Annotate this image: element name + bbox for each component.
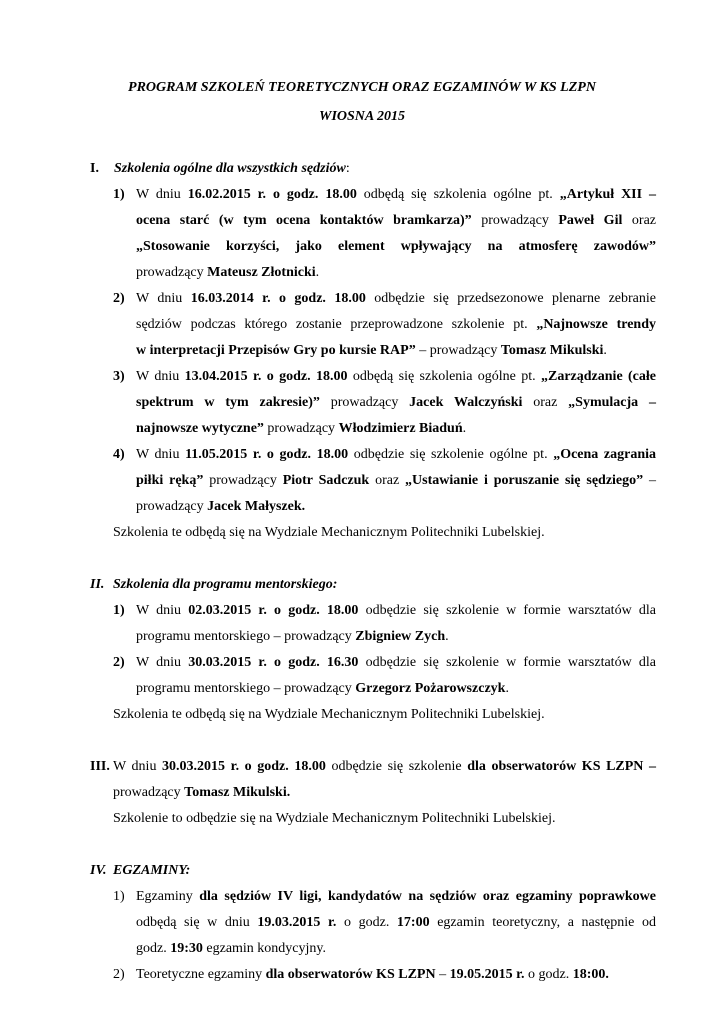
- text: odbędzie się przedsezonowe plenarne zebranie: [365, 291, 656, 306]
- s2-item-2-line-1: [136, 654, 656, 672]
- text: egzamin teoretyczny, a następnie od: [429, 915, 656, 930]
- s1-item-3-line-1: [136, 368, 656, 386]
- text: prowadzący: [319, 395, 410, 410]
- text: odbędą się w dniu: [136, 915, 258, 930]
- audience: dla sędziów IV ligi, kandydatów na sędziów oraz egzaminy poprawkowe: [199, 889, 656, 904]
- topic: „Stosowanie korzyści, jako element wpływający na atmosferę zawodów”: [136, 239, 656, 254]
- text: W dniu: [136, 369, 185, 384]
- text: –: [643, 473, 657, 488]
- section-3-number: III.: [90, 759, 110, 774]
- topic: ocena starć (w tym ocena kontaktów bramkarza)”: [136, 213, 472, 228]
- s1-item-2-line-1: [136, 290, 656, 308]
- section-2-number: II.: [90, 577, 105, 592]
- text: programu mentorskiego – prowadzący: [136, 681, 356, 696]
- text: odbędzie się szkolenie: [325, 759, 468, 774]
- lecturer: Mateusz Złotnicki: [207, 265, 316, 280]
- text: oraz: [622, 213, 656, 228]
- text: – prowadzący: [415, 343, 501, 358]
- lecturer: Grzegorz Pożarowszczyk: [355, 681, 506, 696]
- text: W dniu: [113, 759, 163, 774]
- topic: spektrum w tym zakresie)”: [136, 395, 320, 410]
- text: Teoretyczne egzaminy: [136, 967, 266, 982]
- s1-item-3-line-3: [136, 420, 466, 438]
- text: prowadzący: [136, 499, 208, 514]
- lecturer: Włodzimierz Biaduń: [338, 421, 463, 436]
- text: .: [505, 681, 509, 696]
- s3-location-note: Szkolenie to odbędzie się na Wydziale Mechanicznym Politechniki Lubelskiej.: [113, 811, 556, 826]
- section-1-heading-text: Szkolenia ogólne dla wszystkich sędziów: [114, 161, 346, 176]
- s1-item-3-line-2: [136, 394, 656, 412]
- s1-item-2-line-3: [136, 342, 607, 360]
- audience: dla obserwatorów KS LZPN: [265, 967, 436, 982]
- lecturer: Tomasz Mikulski.: [184, 785, 291, 800]
- text: sędziów podczas którego zostanie przeprowadzone szkolenie pt.: [136, 317, 537, 332]
- date-time: 30.03.2015 r. o godz. 18.00: [162, 759, 326, 774]
- text: prowadzący: [471, 213, 559, 228]
- date-time: 02.03.2015 r. o godz. 18.00: [188, 603, 359, 618]
- s1-item-1-line-2: [136, 212, 656, 230]
- s4-item-2-number: 2): [113, 967, 125, 982]
- text: odbędzie się szkolenie ogólne pt.: [348, 447, 554, 462]
- date-time: 16.03.2014 r. o godz. 18.00: [190, 291, 366, 306]
- text: odbędzie się szkolenie w formie warsztatów dla: [358, 655, 656, 670]
- text: W dniu: [136, 187, 188, 202]
- lecturer: Piotr Sadczuk: [282, 473, 370, 488]
- topic: „Ocena zagrania: [553, 447, 656, 462]
- text: .: [603, 343, 607, 358]
- s3-line-1: [113, 758, 656, 776]
- s1-item-4-line-2: [136, 472, 656, 490]
- section-2-heading: Szkolenia dla programu mentorskiego:: [113, 577, 338, 592]
- s2-item-2-number: 2): [113, 655, 125, 670]
- lecturer: Jacek Małyszek.: [207, 499, 306, 514]
- text: odbędzie się szkolenie w formie warsztatów dla: [358, 603, 656, 618]
- time: 19:30: [170, 941, 203, 956]
- topic: „Zarządzanie (całe: [541, 369, 656, 384]
- s1-item-4-line-1: [136, 446, 656, 464]
- text: oraz: [369, 473, 406, 488]
- text: egzamin kondycyjny.: [202, 941, 327, 956]
- s1-item-4-number: 4): [113, 447, 125, 462]
- text: o godz.: [336, 915, 397, 930]
- s2-item-1-line-2: [136, 628, 449, 646]
- text: .: [445, 629, 449, 644]
- lecturer: Tomasz Mikulski: [500, 343, 604, 358]
- audience: dla obserwatorów KS LZPN –: [467, 759, 657, 774]
- s4-item-1-number: 1): [113, 889, 125, 904]
- lecturer: Paweł Gil: [558, 213, 623, 228]
- text: o godz.: [524, 967, 573, 982]
- text: odbędą się szkolenia ogólne pt.: [347, 369, 541, 384]
- section-1-heading-colon: :: [345, 161, 350, 176]
- s1-item-2-number: 2): [113, 291, 125, 306]
- text: odbędą się szkolenia ogólne pt.: [356, 187, 560, 202]
- s3-line-2: [113, 784, 290, 802]
- section-4-number: IV.: [90, 863, 107, 878]
- lecturer: Jacek Walczyński: [409, 395, 523, 410]
- topic: „Artykuł XII –: [559, 187, 656, 202]
- s1-item-3-number: 3): [113, 369, 125, 384]
- text: oraz: [522, 395, 569, 410]
- s1-item-1-line-3: [136, 238, 656, 256]
- date: 19.03.2015 r.: [257, 915, 337, 930]
- text: godz.: [136, 941, 171, 956]
- s4-item-1-line-1: [136, 888, 656, 906]
- text: W dniu: [136, 655, 189, 670]
- s1-item-1-number: 1): [113, 187, 125, 202]
- s2-location-note: Szkolenia te odbędą się na Wydziale Mechanicznym Politechniki Lubelskiej.: [113, 707, 545, 722]
- section-4-heading: EGZAMINY:: [113, 863, 191, 878]
- text: prowadzący: [136, 265, 208, 280]
- text: W dniu: [136, 603, 189, 618]
- date-time: 11.05.2015 r. o godz. 18.00: [185, 447, 349, 462]
- s1-item-1-line-4: [136, 264, 319, 282]
- text: programu mentorskiego – prowadzący: [136, 629, 356, 644]
- text: Egzaminy: [136, 889, 200, 904]
- topic: „Symulacja –: [568, 395, 656, 410]
- s2-item-2-line-2: [136, 680, 509, 698]
- s1-item-1-line-1: [136, 186, 656, 204]
- section-1-number: I.: [90, 161, 99, 176]
- date-time: 16.02.2015 r. o godz. 18.00: [187, 187, 357, 202]
- text: .: [462, 421, 467, 436]
- s4-item-1-line-3: [136, 940, 326, 958]
- text: .: [315, 265, 320, 280]
- s2-item-1-line-1: [136, 602, 656, 620]
- document-subtitle: WIOSNA 2015: [319, 109, 405, 124]
- text: prowadzący: [203, 473, 283, 488]
- text: W dniu: [136, 447, 186, 462]
- s2-item-1-number: 1): [113, 603, 125, 618]
- s1-item-4-line-3: [136, 498, 305, 516]
- text: –: [435, 967, 450, 982]
- topic: piłki ręką”: [136, 473, 204, 488]
- s1-item-2-line-2: [136, 316, 656, 334]
- time: 17:00: [396, 915, 430, 930]
- topic: najnowsze wytyczne”: [136, 421, 264, 436]
- topic: „Najnowsze trendy: [536, 317, 656, 332]
- s1-location-note: Szkolenia te odbędą się na Wydziale Mechanicznym Politechniki Lubelskiej.: [113, 525, 545, 540]
- date-time: 30.03.2015 r. o godz. 16.30: [188, 655, 359, 670]
- s4-item-2-line-1: [136, 966, 609, 984]
- topic: „Ustawianie i poruszanie się sędziego”: [405, 473, 644, 488]
- section-1-heading: [114, 160, 350, 178]
- date-time: 13.04.2015 r. o godz. 18.00: [184, 369, 348, 384]
- document-title: PROGRAM SZKOLEŃ TEORETYCZNYCH ORAZ EGZAMINÓW W KS LZPN: [128, 80, 596, 95]
- s4-item-1-line-2: [136, 914, 656, 932]
- text: W dniu: [136, 291, 191, 306]
- time: 18:00.: [572, 967, 609, 982]
- topic: w interpretacji Przepisów Gry po kursie RAP”: [136, 343, 416, 358]
- date: 19.05.2015 r.: [449, 967, 525, 982]
- lecturer: Zbigniew Zych: [355, 629, 446, 644]
- text: prowadzący: [113, 785, 185, 800]
- text: prowadzący: [263, 421, 339, 436]
